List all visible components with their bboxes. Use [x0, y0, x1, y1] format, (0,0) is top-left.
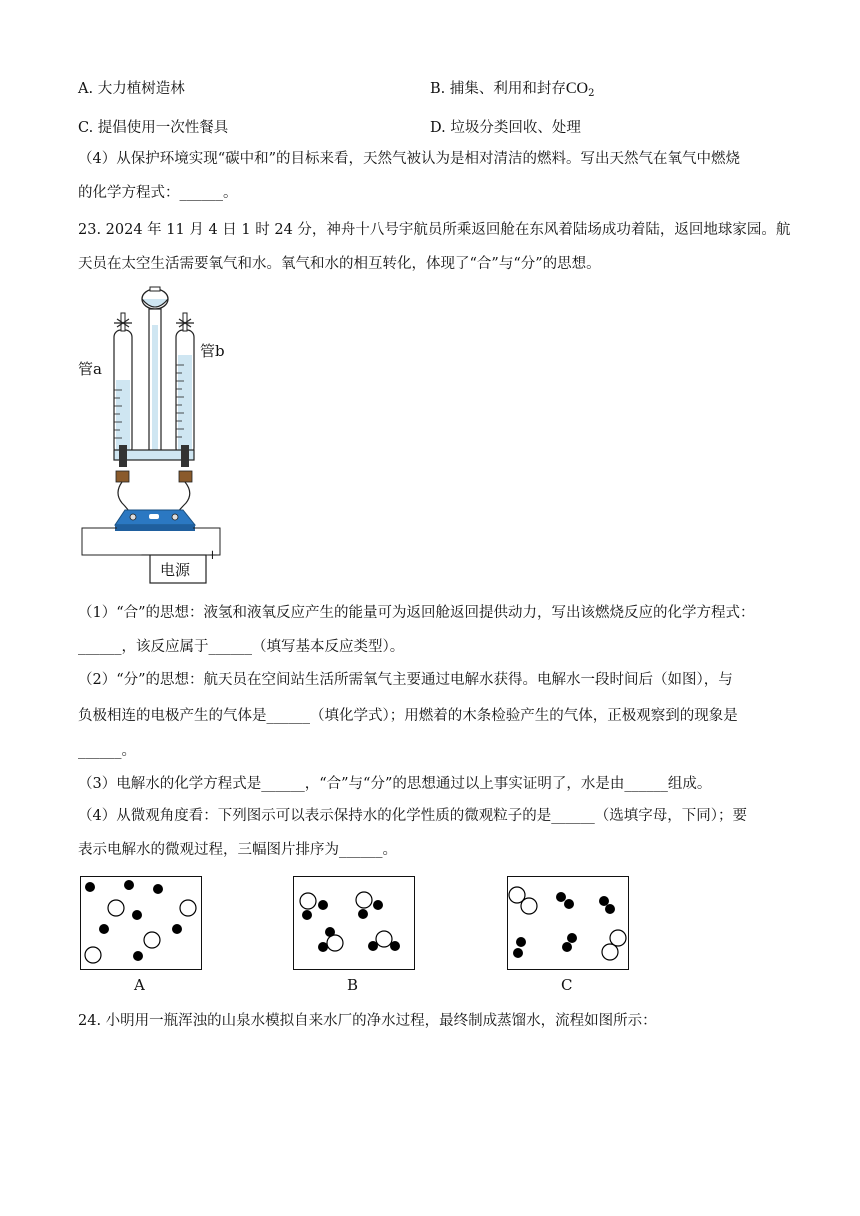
particle-diagram-b-icon — [294, 877, 414, 969]
tube-a-label: 管a — [78, 360, 102, 378]
q23-p1-line1: （1）“合”的思想：液氢和液氧反应产生的能量可为返回舱返回提供动力，写出该燃烧反应的化学方程式： — [78, 605, 755, 621]
q22-part4-line1: （4）从保护环境实现“碳中和”的目标来看，天然气被认为是相对清洁的燃料。写出天然气在氧气中燃烧 — [78, 151, 741, 167]
co2-formula: CO — [565, 80, 589, 97]
q23-p4-line2: 表示电解水的微观过程，三幅图片排序为______。 — [78, 842, 397, 858]
particle-box-a — [80, 876, 202, 970]
particle-diagram-c-icon — [508, 877, 628, 969]
q23-p3-line1: （3）电解水的化学方程式是______，“合”与“分”的思想通过以上事实证明了，水是由______组成。 — [78, 776, 712, 792]
q23-p2-line1: （2）“分”的思想：航天员在空间站生活所需氧气主要通过电解水获得。电解水一段时间后（如图），与 — [78, 672, 733, 688]
option-a: A. 大力植树造林 — [78, 81, 185, 97]
particle-diagram-a-icon — [81, 877, 201, 969]
box-c-label: C — [561, 976, 573, 994]
negative-terminal-label: − — [140, 548, 151, 563]
electrolysis-apparatus-icon — [70, 285, 240, 590]
q23-p1-line2: ______，该反应属于______（填写基本反应类型）。 — [78, 639, 405, 655]
q23-intro-line1: 23. 2024 年 11 月 4 日 1 时 24 分，神舟十八号宇航员所乘返回舱在东风着陆场成功着陆，返回地球家园。航 — [78, 222, 791, 238]
particle-box-c — [507, 876, 629, 970]
electrolysis-apparatus-figure — [70, 285, 240, 594]
option-b-text: B. 捕集、利用和封存 — [430, 81, 566, 97]
q23-p2-line3: ______。 — [78, 743, 136, 759]
box-a-label: A — [134, 976, 145, 994]
particle-box-b — [293, 876, 415, 970]
box-b-label: B — [347, 976, 359, 994]
power-source-label: 电源 — [160, 561, 191, 579]
option-c: C. 提倡使用一次性餐具 — [78, 120, 229, 136]
option-b — [430, 79, 594, 104]
option-d: D. 垃圾分类回收、处理 — [430, 120, 581, 136]
q23-p2-line2: 负极相连的电极产生的气体是______（填化学式）；用燃着的木条检验产生的气体，正极观察到的现象是 — [78, 708, 738, 724]
co2-subscript: 2 — [588, 88, 595, 99]
positive-terminal-label: + — [207, 548, 218, 563]
tube-b-label: 管b — [200, 342, 225, 360]
q23-p4-line1: （4）从微观角度看：下列图示可以表示保持水的化学性质的微观粒子的是______（选填字母，下同）；要 — [78, 808, 747, 824]
q24-line1: 24. 小明用一瓶浑浊的山泉水模拟自来水厂的净水过程，最终制成蒸馏水，流程如图所示： — [78, 1013, 657, 1029]
q22-part4-line2: 的化学方程式：______。 — [78, 185, 238, 201]
q23-intro-line2: 天员在太空生活需要氧气和水。氧气和水的相互转化，体现了“合”与“分”的思想。 — [78, 256, 601, 272]
